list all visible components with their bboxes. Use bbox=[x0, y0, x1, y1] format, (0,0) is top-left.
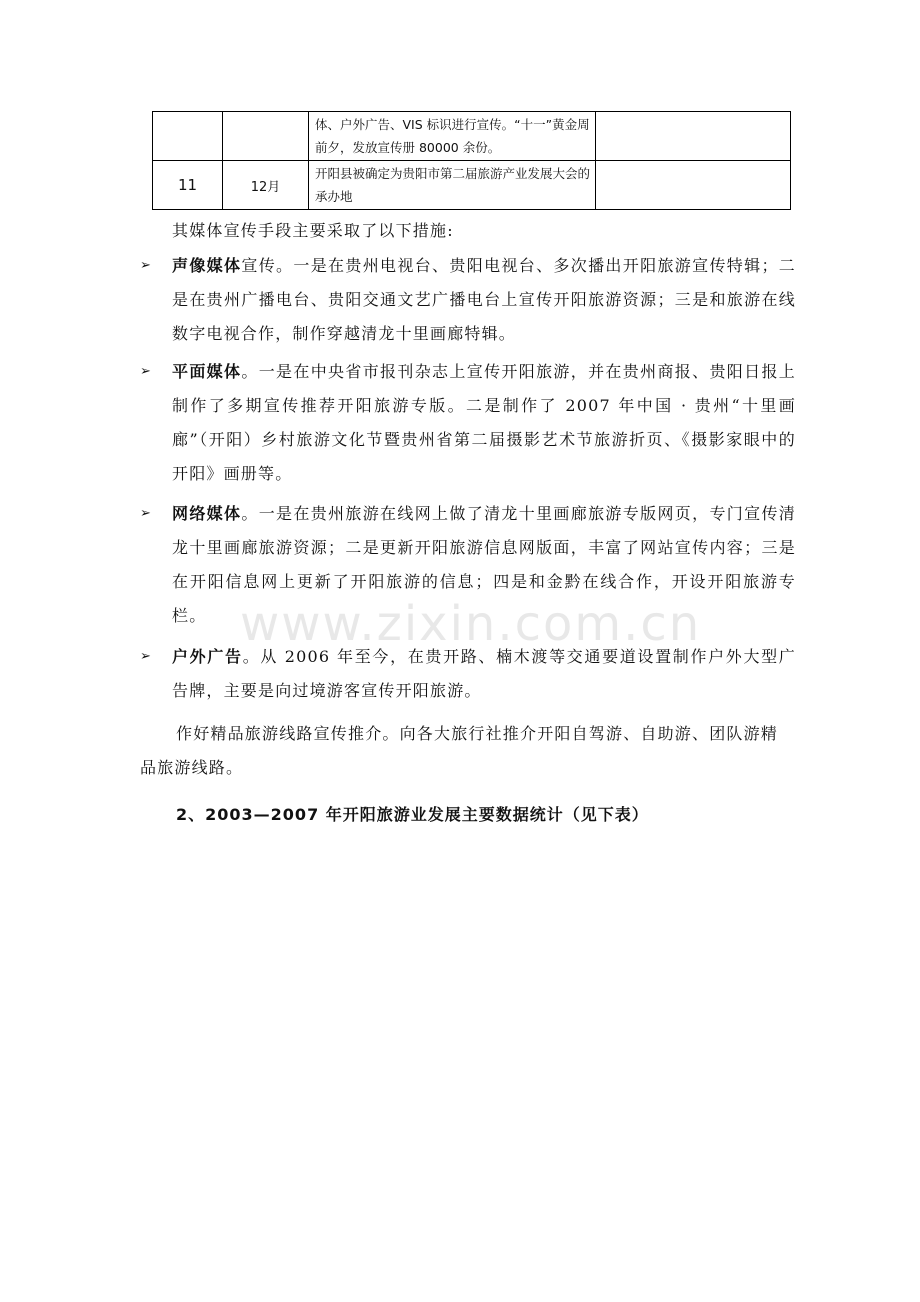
table-row bbox=[153, 112, 791, 161]
table-row bbox=[153, 161, 791, 210]
list-item-text bbox=[172, 355, 796, 491]
list-item-title: 网络媒体 bbox=[172, 504, 242, 523]
list-item-title: 户外广告 bbox=[172, 647, 243, 666]
events-table bbox=[152, 111, 791, 210]
site-watermark: www.zixin.com.cn bbox=[240, 596, 702, 652]
cell-month bbox=[223, 112, 309, 161]
arrow-bullet-icon: ➢ bbox=[140, 364, 151, 379]
cell-note bbox=[596, 112, 791, 161]
list-item-title: 平面媒体 bbox=[172, 362, 242, 381]
arrow-bullet-icon: ➢ bbox=[140, 649, 151, 664]
list-item-body: 。从 2006 年至今，在贵开路、楠木渡等交通要道设置制作户外大型广告牌，主要是向过境游客宣传开阳旅游。 bbox=[172, 647, 796, 700]
cell-number: 11 bbox=[153, 161, 223, 210]
closing-paragraph: 作好精品旅游线路宣传推介。向各大旅行社推介开阳自驾游、自助游、团队游精品旅游线路。 bbox=[140, 724, 779, 777]
intro-paragraph: 其媒体宣传手段主要采取了以下措施: bbox=[172, 221, 454, 240]
list-item-body: 。一是在贵州旅游在线网上做了清龙十里画廊旅游专版网页，专门宣传清龙十里画廊旅游资源；二是更新开阳旅游信息网版面，丰富了网站宣传内容；三是在开阳信息网上更新了开阳旅游的信息；四是和金黔在线合作，开设开阳旅游专栏。 bbox=[172, 504, 796, 625]
cell-note bbox=[596, 161, 791, 210]
arrow-bullet-icon: ➢ bbox=[140, 258, 151, 273]
cell-month: 12月 bbox=[223, 161, 309, 210]
arrow-bullet-icon: ➢ bbox=[140, 506, 151, 521]
cell-content: 开阳县被确定为贵阳市第二届旅游产业发展大会的承办地 bbox=[309, 161, 596, 210]
section-heading: 2、2003—2007 年开阳旅游业发展主要数据统计（见下表） bbox=[176, 805, 649, 824]
list-item-title: 声像媒体 bbox=[172, 256, 242, 275]
cell-number bbox=[153, 112, 223, 161]
list-item-text bbox=[172, 497, 796, 633]
list-item-text bbox=[172, 249, 796, 351]
list-item-text bbox=[172, 640, 796, 708]
cell-content: 体、户外广告、VIS 标识进行宣传。“十一”黄金周前夕，发放宣传册 80000 余份。 bbox=[309, 112, 596, 161]
list-item-body: 宣传。一是在贵州电视台、贵阳电视台、多次播出开阳旅游宣传特辑；二是在贵州广播电台、贵阳交通文艺广播电台上宣传开阳旅游资源；三是和旅游在线数字电视合作，制作穿越清龙十里画廊特辑。 bbox=[172, 256, 796, 343]
list-item-body: 。一是在中央省市报刊杂志上宣传开阳旅游，并在贵州商报、贵阳日报上制作了多期宣传推荐开阳旅游专版。二是制作了 2007 年中国 · 贵州“十里画廊”（开阳）乡村旅游文化节暨贵州省第二届摄影艺术节旅游折页、《摄影家眼中的开阳》画册等。 bbox=[172, 362, 796, 483]
